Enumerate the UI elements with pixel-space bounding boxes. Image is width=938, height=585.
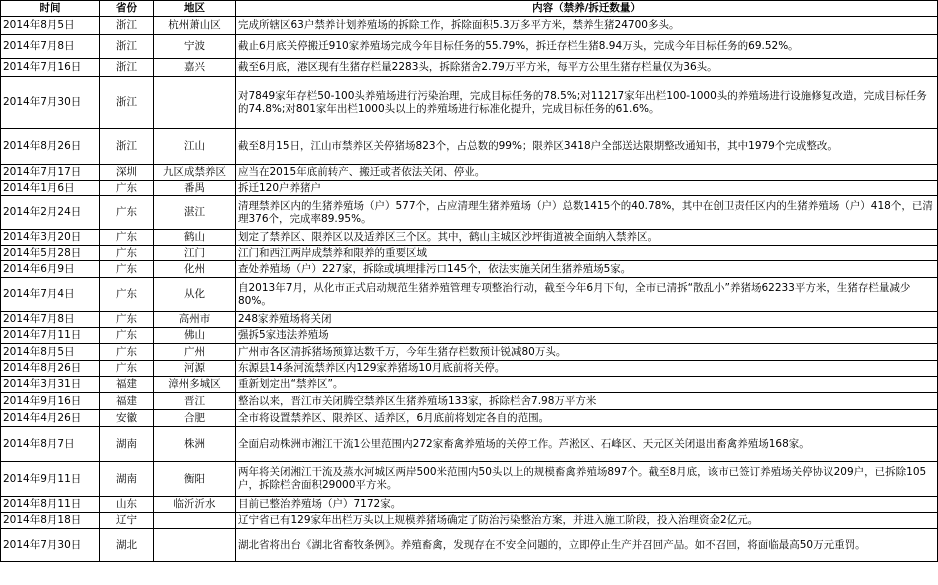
table-row (1, 165, 938, 181)
table-row (1, 377, 938, 393)
time-cell: 2014年9月11日 (1, 462, 100, 497)
time-cell: 2014年7月8日 (1, 312, 100, 328)
province-cell: 浙江 (100, 77, 154, 129)
region-cell: 江门 (154, 246, 236, 261)
content-cell: 辽宁省已有129家年出栏万头以上规模养猪场确定了防治污染整治方案，并进入施工阶段，投入治理资金2亿元。 (236, 513, 938, 529)
region-cell (154, 529, 236, 562)
content-cell: 拆迁120户养猪户 (236, 181, 938, 196)
time-cell: 2014年7月8日 (1, 35, 100, 59)
content-cell: 截止6月底关停搬迁910家养殖场完成今年目标任务的55.79%，拆迁存栏生猪8.94万头，完成今年目标任务的69.52%。 (236, 35, 938, 59)
time-cell: 2014年7月11日 (1, 328, 100, 344)
content-cell: 全市将设置禁养区、限养区、适养区，6月底前将划定各自的范围。 (236, 410, 938, 427)
region-cell (154, 77, 236, 129)
province-cell: 山东 (100, 497, 154, 513)
table-row (1, 246, 938, 261)
region-cell: 杭州萧山区 (154, 17, 236, 35)
content-cell: 截至8月15日，江山市禁养区关停猪场823个，占总数的99%；限养区3418户全部送达限期整改通知书，其中1979个完成整改。 (236, 129, 938, 165)
table-row (1, 230, 938, 246)
table-row (1, 35, 938, 59)
time-cell: 2014年3月31日 (1, 377, 100, 393)
time-cell: 2014年1月6日 (1, 181, 100, 196)
time-cell: 2014年8月26日 (1, 129, 100, 165)
time-cell: 2014年8月7日 (1, 427, 100, 462)
province-cell: 浙江 (100, 129, 154, 165)
content-cell: 强拆5家违法养殖场 (236, 328, 938, 344)
province-cell: 湖北 (100, 529, 154, 562)
content-cell: 完成所辖区63户禁养计划养殖场的拆除工作，拆除面积5.3万多平方米，禁养生猪24700多头。 (236, 17, 938, 35)
region-cell: 嘉兴 (154, 59, 236, 77)
table-row (1, 462, 938, 497)
time-cell: 2014年8月5日 (1, 17, 100, 35)
content-cell: 江门和西江两岸成禁养和限养的重要区域 (236, 246, 938, 261)
region-cell: 番禺 (154, 181, 236, 196)
content-cell: 自2013年7月，从化市正式启动规范生猪养殖管理专项整治行动，截至今年6月下旬，全市已清拆“散乱小”养猪场62233平方米，生猪存栏量减少80%。 (236, 278, 938, 312)
time-cell: 2014年4月26日 (1, 410, 100, 427)
province-cell: 广东 (100, 196, 154, 230)
table-row (1, 77, 938, 129)
header-province: 省份 (100, 1, 154, 17)
region-cell: 化州 (154, 261, 236, 278)
table-row (1, 196, 938, 230)
region-cell: 河源 (154, 361, 236, 377)
province-cell: 广东 (100, 278, 154, 312)
time-cell: 2014年7月17日 (1, 165, 100, 181)
time-cell: 2014年7月16日 (1, 59, 100, 77)
table-row (1, 17, 938, 35)
province-cell: 广东 (100, 246, 154, 261)
time-cell: 2014年9月16日 (1, 393, 100, 410)
region-cell: 漳州多城区 (154, 377, 236, 393)
region-cell: 从化 (154, 278, 236, 312)
region-cell: 晋江 (154, 393, 236, 410)
table-row (1, 278, 938, 312)
table-row (1, 427, 938, 462)
content-cell: 东源县14条河流禁养区内129家养猪场10月底前将关停。 (236, 361, 938, 377)
time-cell: 2014年7月4日 (1, 278, 100, 312)
region-cell: 高州市 (154, 312, 236, 328)
region-cell (154, 513, 236, 529)
content-cell: 248家养殖场将关闭 (236, 312, 938, 328)
time-cell: 2014年8月5日 (1, 344, 100, 361)
time-cell: 2014年5月28日 (1, 246, 100, 261)
time-cell: 2014年8月26日 (1, 361, 100, 377)
province-cell: 浙江 (100, 35, 154, 59)
table-row (1, 344, 938, 361)
header-region: 地区 (154, 1, 236, 17)
time-cell: 2014年8月11日 (1, 497, 100, 513)
region-cell: 湛江 (154, 196, 236, 230)
region-cell: 衡阳 (154, 462, 236, 497)
time-cell: 2014年7月30日 (1, 529, 100, 562)
region-cell: 合肥 (154, 410, 236, 427)
content-cell: 广州市各区清拆猪场预算达数千万，今年生猪存栏数预计锐减80万头。 (236, 344, 938, 361)
time-cell: 2014年7月30日 (1, 77, 100, 129)
province-cell: 湖南 (100, 427, 154, 462)
province-cell: 广东 (100, 312, 154, 328)
content-cell: 两年将关闭湘江干流及蒸水河城区两岸500米范围内50头以上的规模畜禽养殖场897个。截至8月底，该市已签订养殖场关停协议209户，已拆除105户，拆除栏舍面积29000平方米。 (236, 462, 938, 497)
time-cell: 2014年8月18日 (1, 513, 100, 529)
time-cell: 2014年3月20日 (1, 230, 100, 246)
table-body (1, 17, 938, 562)
table-row (1, 261, 938, 278)
region-cell: 江山 (154, 129, 236, 165)
content-cell: 湖北省将出台《湖北省畜牧条例》。养殖畜禽，发现存在不安全问题的，立即停止生产并召回产品。如不召回，将面临最高50万元重罚。 (236, 529, 938, 562)
content-cell: 截至6月底，港区现有生猪存栏量2283头，拆除猪舍2.79万平方米，每平方公里生猪存栏量仅为36头。 (236, 59, 938, 77)
region-cell: 佛山 (154, 328, 236, 344)
header-row (1, 1, 938, 17)
table-row (1, 410, 938, 427)
header-time: 时间 (1, 1, 100, 17)
province-cell: 广东 (100, 344, 154, 361)
province-cell: 广东 (100, 181, 154, 196)
table-row (1, 312, 938, 328)
region-cell: 临沂沂水 (154, 497, 236, 513)
region-cell: 株洲 (154, 427, 236, 462)
content-cell: 清理禁养区内的生猪养殖场（户）577个，占应清理生猪养殖场（户）总数1415个的40.78%，其中在创卫责任区内的生猪养殖场（户）418个，已清理376个，完成率89.95%。 (236, 196, 938, 230)
province-cell: 湖南 (100, 462, 154, 497)
time-cell: 2014年6月9日 (1, 261, 100, 278)
header-content: 内容（禁养/拆迁数量） (236, 1, 938, 17)
province-cell: 福建 (100, 393, 154, 410)
content-cell: 重新划定出“禁养区”。 (236, 377, 938, 393)
province-cell: 广东 (100, 261, 154, 278)
province-cell: 深圳 (100, 165, 154, 181)
province-cell: 广东 (100, 361, 154, 377)
content-cell: 查处养殖场（户）227家，拆除或填埋排污口145个，依法实施关闭生猪养殖场5家。 (236, 261, 938, 278)
table-row (1, 181, 938, 196)
province-cell: 广东 (100, 230, 154, 246)
table-row (1, 513, 938, 529)
province-cell: 安徽 (100, 410, 154, 427)
region-cell: 九区成禁养区 (154, 165, 236, 181)
table-header (1, 1, 938, 17)
table-row (1, 393, 938, 410)
time-cell: 2014年2月24日 (1, 196, 100, 230)
content-cell: 应当在2015年底前转产、搬迁或者依法关闭、停业。 (236, 165, 938, 181)
table-row (1, 361, 938, 377)
region-cell: 宁波 (154, 35, 236, 59)
table-row (1, 529, 938, 562)
province-cell: 福建 (100, 377, 154, 393)
province-cell: 辽宁 (100, 513, 154, 529)
province-cell: 广东 (100, 328, 154, 344)
content-cell: 对7849家年存栏50-100头养殖场进行污染治理，完成目标任务的78.5%;对11217家年出栏100-1000头的养殖场进行设施修复改造，完成目标任务的74.8%;对801家年出栏1000头以上的养殖场进行标准化提升，完成目标任务的61.6%。 (236, 77, 938, 129)
region-cell: 广州 (154, 344, 236, 361)
table-row (1, 497, 938, 513)
province-cell: 浙江 (100, 59, 154, 77)
province-cell: 浙江 (100, 17, 154, 35)
content-cell: 划定了禁养区、限养区以及适养区三个区。其中，鹤山主城区沙坪街道被全面纳入禁养区。 (236, 230, 938, 246)
content-cell: 目前已整治养殖场（户）7172家。 (236, 497, 938, 513)
region-cell: 鹤山 (154, 230, 236, 246)
table-row (1, 59, 938, 77)
content-cell: 全面启动株洲市湘江干流1公里范围内272家畜禽养殖场的关停工作。芦淞区、石峰区、天元区关闭退出畜禽养殖场168家。 (236, 427, 938, 462)
table-row (1, 129, 938, 165)
table-row (1, 328, 938, 344)
content-cell: 整治以来，晋江市关闭腾空禁养区生猪养殖场133家，拆除栏舍7.98万平方米 (236, 393, 938, 410)
